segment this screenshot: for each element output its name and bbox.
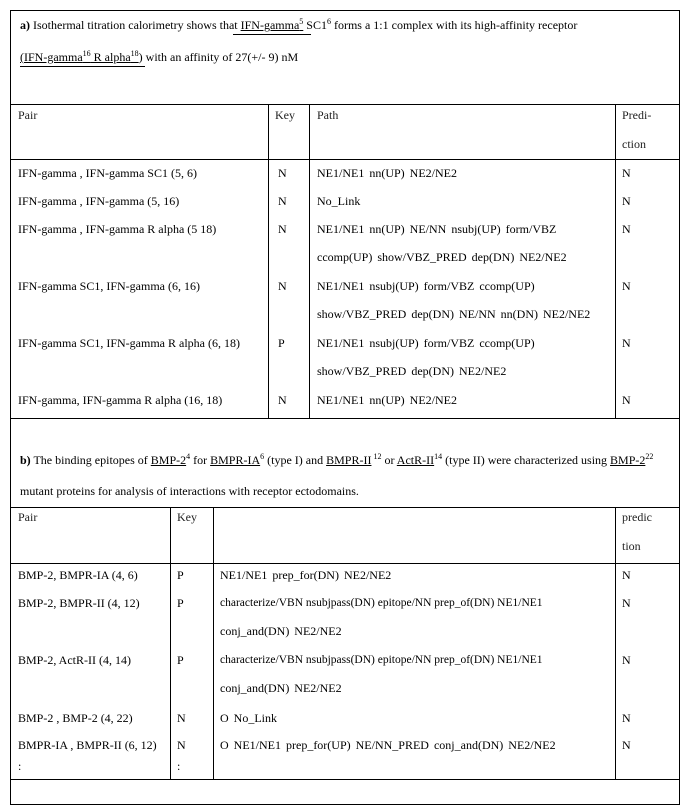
table-a-header-key: Key bbox=[275, 108, 295, 122]
table-a-header-pair: Pair bbox=[18, 108, 38, 122]
section-a-label: a) bbox=[20, 18, 30, 32]
table-row: IFN-gamma, IFN-gamma R alpha (16, 18) bbox=[18, 393, 223, 407]
entity-bmp-2-4: BMP-2 bbox=[150, 453, 187, 467]
table-row: BMP-2, BMPR-IA (4, 6) bbox=[18, 568, 138, 582]
table-row: IFN-gamma , IFN-gamma R alpha (5 18) bbox=[18, 222, 217, 236]
section-a-caption-line2: (IFN-gamma$^{16}$ R alpha$^{18}$) with an affinity of 27(+/- 9) nM bbox=[20, 49, 299, 64]
entity-actr-ii: ActR-II bbox=[396, 453, 435, 467]
table-row: BMPR-IA , BMPR-II (6, 12) bbox=[18, 738, 157, 752]
table-row: IFN-gamma SC1, IFN-gamma R alpha (6, 18) bbox=[18, 336, 240, 350]
caption-underline-a2 bbox=[20, 66, 145, 67]
section-b-label: b) bbox=[20, 453, 31, 467]
table-a-header-path: Path bbox=[317, 108, 339, 122]
section-b-caption-line2: mutant proteins for analysis of interactions with receptor ectodomains. bbox=[20, 484, 359, 498]
table-row: BMP-2 , BMP-2 (4, 22) bbox=[18, 711, 133, 725]
table-a-header-prediction: Predi- bbox=[622, 108, 652, 122]
table-b-header-key: Key bbox=[177, 510, 197, 524]
table-row: : bbox=[18, 759, 22, 773]
table-row: IFN-gamma , IFN-gamma SC1 (5, 6) bbox=[18, 166, 197, 180]
table-a-header-prediction-2: ction bbox=[622, 137, 646, 151]
entity-bmpr-ia: BMPR-IA bbox=[210, 453, 261, 467]
entity-bmpr-ii: BMPR-II bbox=[326, 453, 372, 467]
table-row: IFN-gamma SC1, IFN-gamma (6, 16) bbox=[18, 279, 200, 293]
entity-ifn-gamma-5: IFN-gamma$^5$ bbox=[240, 17, 304, 32]
table-row: BMP-2, BMPR-II (4, 12) bbox=[18, 596, 140, 610]
table-b-header-prediction: predic bbox=[622, 510, 652, 524]
table-row: IFN-gamma , IFN-gamma (5, 16) bbox=[18, 194, 180, 208]
section-a-caption-line1: a) Isothermal titration calorimetry shows that IFN-gamma$^5$ $SC1^6$ forms a 1:1 complex with its high-affinity receptor bbox=[20, 17, 578, 32]
table-b-header-pair: Pair bbox=[18, 510, 38, 524]
entity-ifn-gamma-r-alpha: (IFN-gamma$^{16}$ R alpha$^{18}$ bbox=[20, 49, 139, 64]
table-row: BMP-2, ActR-II (4, 14) bbox=[18, 653, 131, 667]
table-b-header-prediction-2: tion bbox=[622, 539, 641, 553]
entity-bmp-2-22: BMP-2 bbox=[610, 453, 646, 467]
section-b-caption-line1: b) The binding epitopes of BMP-$2^4$ for BMPR-$IA^6$ (type I) and BMPR-II $^{12}$ or ActR-II$^{14}$ (type II) were characterized using BMP-$2^{22}$ bbox=[20, 452, 654, 467]
caption-underline-a1 bbox=[233, 34, 311, 35]
